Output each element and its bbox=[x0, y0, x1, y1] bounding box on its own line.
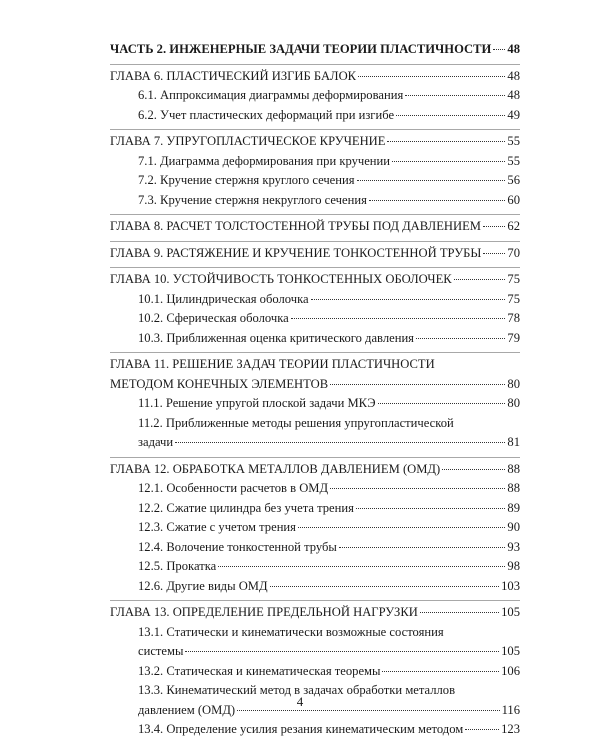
toc-chapter-entry bbox=[110, 214, 520, 237]
toc-entry-title-line1: 13.3. Кинематический метод в задачах обработки металлов bbox=[138, 683, 456, 697]
toc-entry-page: 103 bbox=[501, 578, 520, 593]
dot-leader bbox=[357, 180, 506, 181]
toc-entry-page: 55 bbox=[507, 153, 520, 168]
dot-leader bbox=[483, 253, 505, 254]
toc-entry-title: давлением (ОМД) bbox=[138, 702, 236, 717]
toc-entry-page: 78 bbox=[507, 311, 520, 325]
dot-leader bbox=[298, 527, 505, 528]
toc-entry-page: 55 bbox=[507, 134, 520, 148]
toc-entry-page: 116 bbox=[501, 702, 520, 717]
toc-entry-title: 10.1. Цилиндрическая оболочка bbox=[138, 291, 309, 306]
toc-entry-page: 70 bbox=[507, 245, 520, 260]
toc-section-entry bbox=[110, 538, 520, 558]
toc-entry-title: 6.2. Учет пластических деформаций при изгибе bbox=[138, 107, 395, 122]
toc-entry-title-line1: 13.1. Статически и кинематически возможные состояния bbox=[138, 624, 444, 639]
toc-section-entry bbox=[110, 171, 520, 191]
dot-leader bbox=[493, 49, 505, 50]
dot-leader bbox=[369, 200, 506, 201]
toc-section-entry bbox=[110, 577, 520, 597]
toc-section-entry bbox=[110, 152, 520, 172]
toc-entry-page: 88 bbox=[507, 481, 520, 495]
toc-entry-page: 98 bbox=[507, 559, 520, 573]
toc-chapter-entry bbox=[110, 64, 520, 87]
toc-entry-title: 13.4. Определение усилия резания кинематическим методом bbox=[138, 722, 464, 736]
toc-entry-page: 56 bbox=[507, 173, 520, 187]
toc-section-entry bbox=[110, 499, 520, 519]
dot-leader bbox=[378, 403, 506, 404]
dot-leader bbox=[291, 318, 506, 319]
dot-leader bbox=[311, 299, 506, 300]
toc-entry-title: 7.1. Диаграмма деформирования при кручении bbox=[138, 153, 391, 168]
toc-entry-title: 12.1. Особенности расчетов в ОМД bbox=[138, 481, 329, 495]
toc-entry-title: 12.5. Прокатка bbox=[138, 559, 217, 573]
dot-leader bbox=[405, 95, 505, 96]
toc-entry-page: 93 bbox=[507, 539, 520, 554]
dot-leader bbox=[218, 566, 505, 567]
toc-entry-page: 123 bbox=[501, 722, 520, 736]
toc-chapter-entry bbox=[110, 241, 520, 264]
table-of-contents bbox=[110, 40, 520, 740]
toc-entry-page: 88 bbox=[507, 461, 520, 476]
toc-entry-title: 12.6. Другие виды ОМД bbox=[138, 578, 268, 593]
toc-entry-title: 13.2. Статическая и кинематическая теоремы bbox=[138, 663, 381, 678]
toc-entry-title: 6.1. Аппроксимация диаграммы деформирования bbox=[138, 88, 404, 102]
toc-entry-page: 89 bbox=[507, 500, 520, 515]
dot-leader bbox=[356, 508, 505, 509]
toc-entry-page: 81 bbox=[507, 435, 520, 449]
dot-leader bbox=[420, 612, 499, 613]
toc-entry-page: 90 bbox=[507, 520, 520, 534]
toc-section-entry bbox=[110, 106, 520, 126]
toc-entry-title: ЧАСТЬ 2. ИНЖЕНЕРНЫЕ ЗАДАЧИ ТЕОРИИ ПЛАСТИЧНОСТИ bbox=[110, 42, 492, 56]
toc-entry-page: 48 bbox=[507, 68, 520, 83]
toc-entry-title: 7.3. Кручение стержня некруглого сечения bbox=[138, 192, 367, 207]
dot-leader bbox=[416, 338, 505, 339]
dot-leader bbox=[185, 651, 499, 652]
dot-leader bbox=[339, 547, 506, 548]
dot-leader bbox=[483, 226, 505, 227]
dot-leader bbox=[392, 161, 505, 162]
toc-entry-page: 80 bbox=[507, 396, 520, 410]
toc-section-entry bbox=[110, 414, 520, 453]
toc-section-entry bbox=[110, 518, 520, 538]
toc-entry-page: 105 bbox=[501, 644, 520, 658]
toc-section-entry bbox=[110, 394, 520, 414]
toc-entry-page: 105 bbox=[501, 605, 520, 619]
toc-entry-title: ГЛАВА 10. УСТОЙЧИВОСТЬ ТОНКОСТЕННЫХ ОБОЛОЧЕК bbox=[110, 272, 452, 286]
toc-entry-title: ГЛАВА 12. ОБРАБОТКА МЕТАЛЛОВ ДАВЛЕНИЕМ (ОМД) bbox=[110, 461, 441, 476]
toc-entry-title: ГЛАВА 13. ОПРЕДЕЛЕНИЕ ПРЕДЕЛЬНОЙ НАГРУЗКИ bbox=[110, 605, 418, 619]
dot-leader bbox=[454, 279, 506, 280]
toc-entry-title: ГЛАВА 9. РАСТЯЖЕНИЕ И КРУЧЕНИЕ ТОНКОСТЕННОЙ ТРУБЫ bbox=[110, 245, 482, 260]
toc-entry-page: 80 bbox=[507, 376, 520, 391]
toc-entry-page: 75 bbox=[507, 291, 520, 306]
toc-section-entry bbox=[110, 623, 520, 662]
dot-leader bbox=[330, 384, 505, 385]
dot-leader bbox=[396, 115, 505, 116]
toc-entry-title: 12.3. Сжатие с учетом трения bbox=[138, 520, 296, 534]
toc-entry-title: 12.2. Сжатие цилиндра без учета трения bbox=[138, 500, 354, 515]
toc-section-entry bbox=[110, 191, 520, 211]
dot-leader bbox=[382, 671, 499, 672]
dot-leader bbox=[358, 76, 505, 77]
dot-leader bbox=[465, 729, 499, 730]
toc-entry-title: 12.4. Волочение тонкостенной трубы bbox=[138, 539, 337, 554]
toc-entry-page: 48 bbox=[507, 88, 520, 102]
toc-chapter-entry bbox=[110, 352, 520, 394]
toc-chapter-entry bbox=[110, 600, 520, 623]
toc-entry-title: ГЛАВА 7. УПРУГОПЛАСТИЧЕСКОЕ КРУЧЕНИЕ bbox=[110, 134, 386, 148]
toc-entry-page: 60 bbox=[507, 192, 520, 207]
toc-chapter-entry bbox=[110, 129, 520, 152]
toc-entry-title: 10.2. Сферическая оболочка bbox=[138, 311, 289, 325]
toc-entry-title: задачи bbox=[138, 435, 174, 449]
toc-entry-title-line1: ГЛАВА 11. РЕШЕНИЕ ЗАДАЧ ТЕОРИИ ПЛАСТИЧНОСТИ bbox=[110, 357, 435, 371]
toc-section-entry bbox=[110, 290, 520, 310]
toc-entry-page: 79 bbox=[507, 330, 520, 345]
dot-leader bbox=[175, 442, 505, 443]
toc-section-entry bbox=[110, 720, 520, 740]
dot-leader bbox=[330, 488, 505, 489]
toc-entry-page: 48 bbox=[507, 42, 520, 56]
dot-leader bbox=[270, 586, 500, 587]
toc-entry-title: 7.2. Кручение стержня круглого сечения bbox=[138, 173, 355, 187]
page-number: 4 bbox=[296, 694, 304, 709]
toc-section-entry bbox=[110, 557, 520, 577]
toc-part-entry bbox=[110, 40, 520, 60]
toc-chapter-entry bbox=[110, 267, 520, 290]
toc-section-entry bbox=[110, 329, 520, 349]
toc-entry-title: МЕТОДОМ КОНЕЧНЫХ ЭЛЕМЕНТОВ bbox=[110, 376, 329, 391]
toc-entry-title: системы bbox=[138, 644, 184, 658]
toc-entry-page: 75 bbox=[507, 272, 520, 286]
toc-entry-title: ГЛАВА 6. ПЛАСТИЧЕСКИЙ ИЗГИБ БАЛОК bbox=[110, 68, 357, 83]
toc-section-entry bbox=[110, 309, 520, 329]
toc-section-entry bbox=[110, 662, 520, 682]
dot-leader bbox=[442, 469, 505, 470]
toc-chapter-entry bbox=[110, 457, 520, 480]
toc-entry-title: ГЛАВА 8. РАСЧЕТ ТОЛСТОСТЕННОЙ ТРУБЫ ПОД ДАВЛЕНИЕМ bbox=[110, 219, 481, 233]
toc-entry-page: 106 bbox=[501, 663, 520, 678]
toc-entry-page: 62 bbox=[507, 219, 520, 233]
toc-section-entry bbox=[110, 86, 520, 106]
toc-section-entry bbox=[110, 479, 520, 499]
toc-entry-page: 49 bbox=[507, 107, 520, 122]
dot-leader bbox=[387, 141, 505, 142]
toc-entry-title-line1: 11.2. Приближенные методы решения упругопластической bbox=[138, 415, 454, 430]
toc-entry-title: 11.1. Решение упругой плоской задачи МКЭ bbox=[138, 396, 376, 410]
toc-entry-title: 10.3. Приближенная оценка критического давления bbox=[138, 330, 414, 345]
